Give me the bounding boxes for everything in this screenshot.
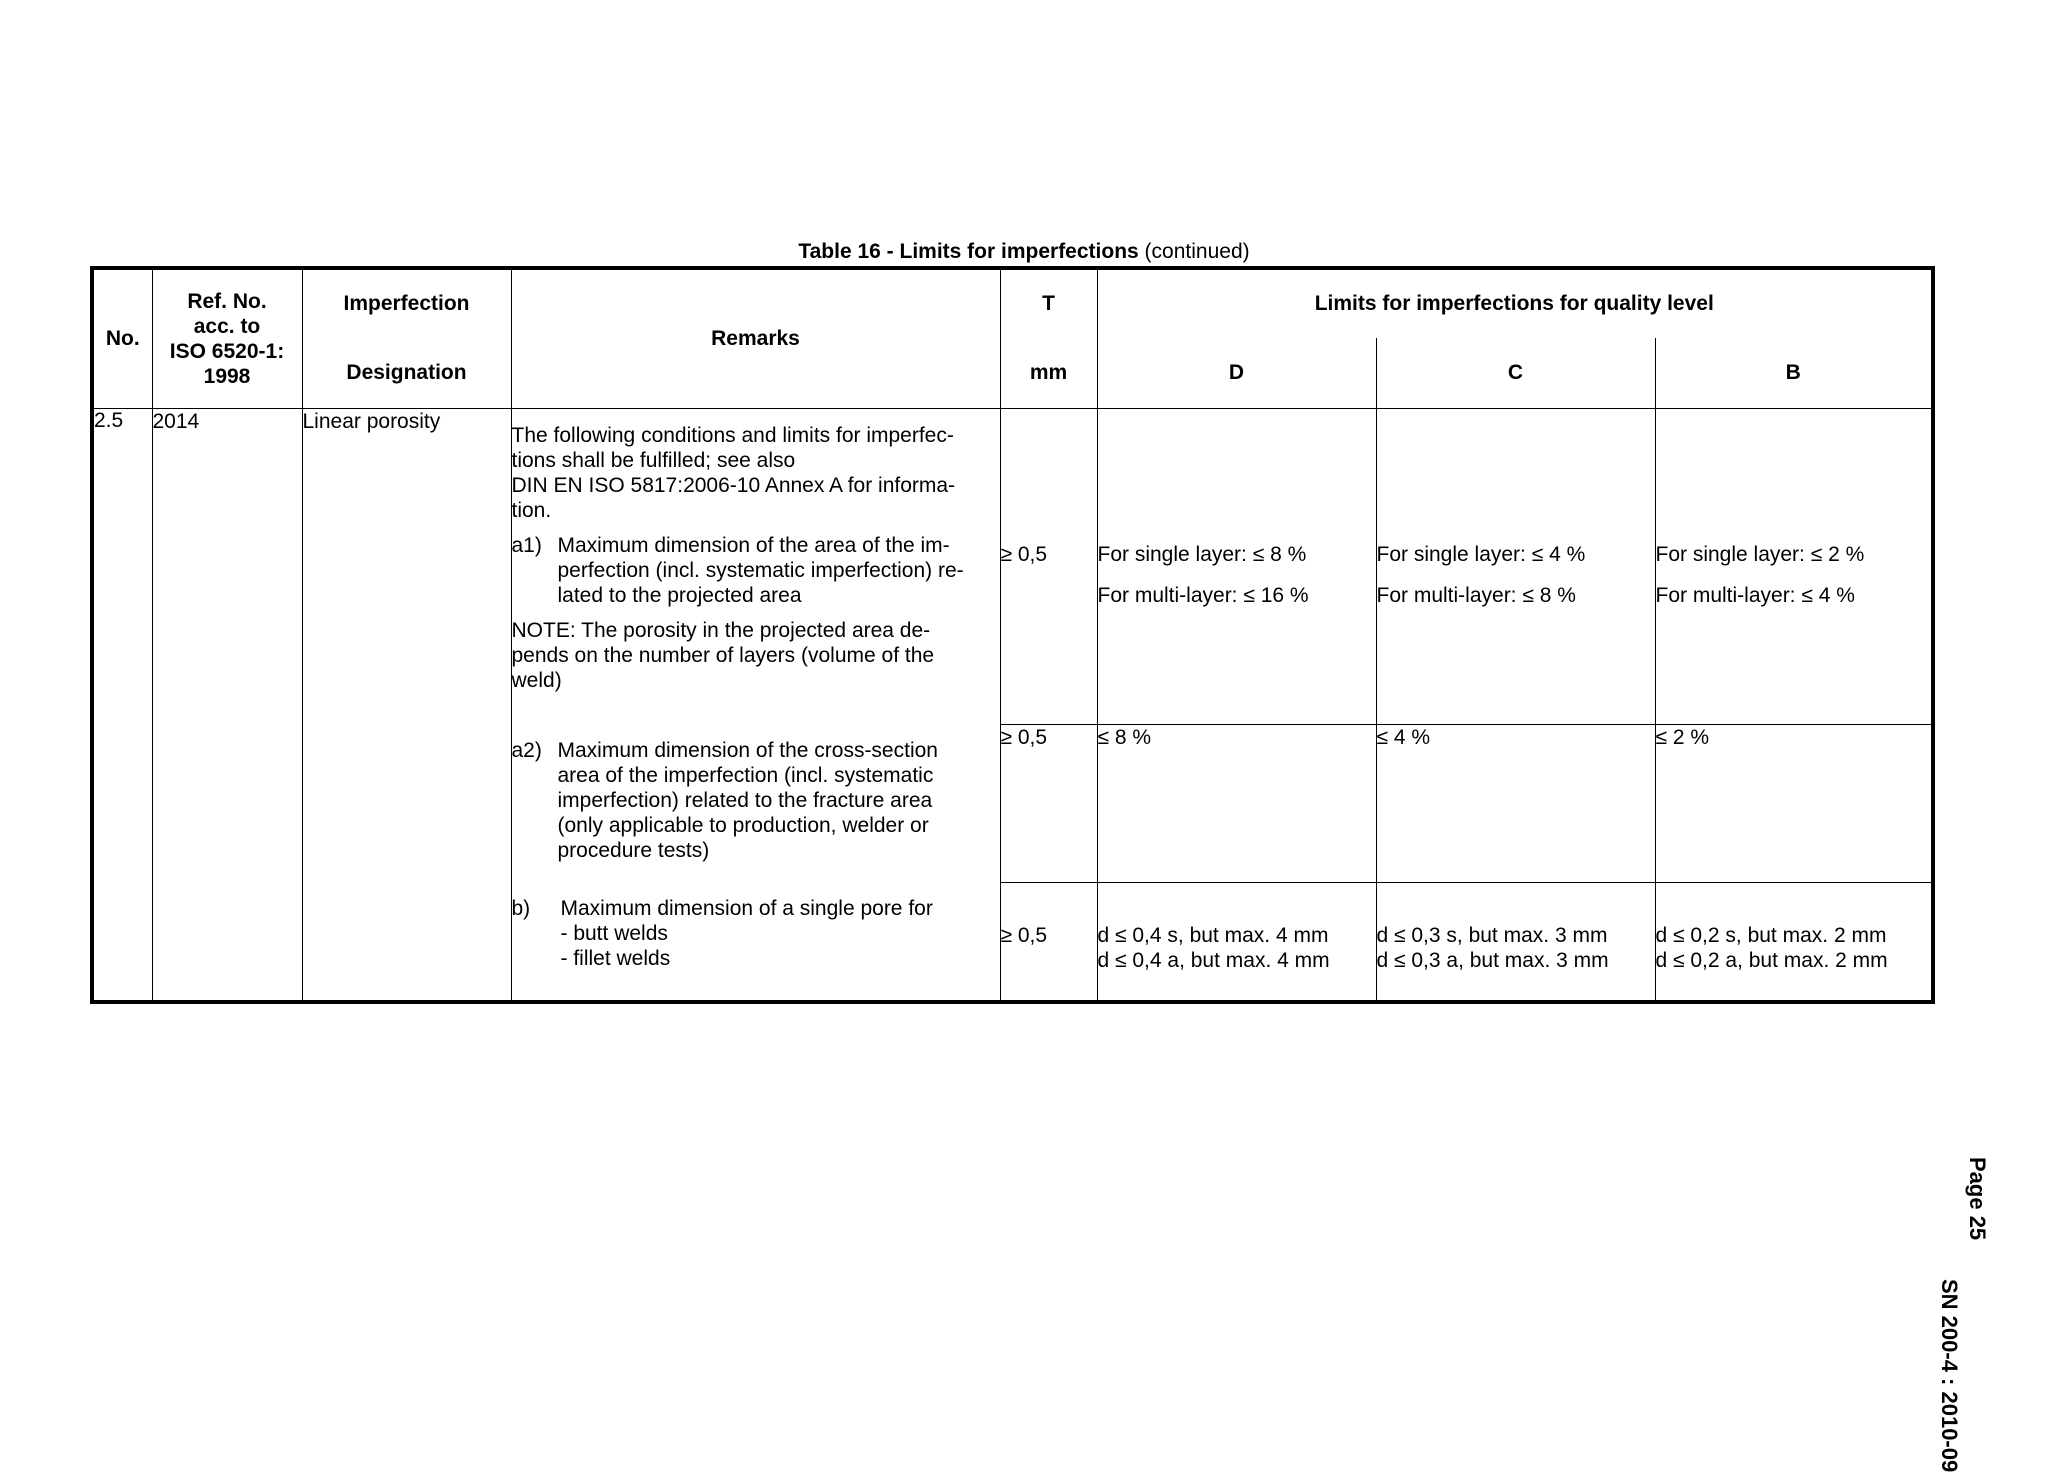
a2-t-text: ≥ 0,5 [1000, 725, 1048, 749]
page-footer [1937, 1157, 1990, 1472]
note-line-3: weld) [511, 668, 562, 692]
a1-level-b [1655, 408, 1933, 724]
b-b-butt: d ≤ 0,2 s, but max. 2 mm [1655, 923, 1887, 947]
row-designation-text: Linear porosity [302, 409, 441, 433]
intro-text [512, 423, 1000, 523]
a1-d-single: For single layer: ≤ 8 % [1097, 542, 1307, 566]
a1-t [1000, 408, 1097, 724]
b-c-butt: d ≤ 0,3 s, but max. 3 mm [1376, 923, 1608, 947]
a2-line-3: imperfection) related to the fracture area [557, 789, 933, 812]
a1-b-multi: For multi-layer: ≤ 4 % [1655, 583, 1855, 607]
b-d-butt: d ≤ 0,4 s, but max. 4 mm [1097, 923, 1329, 947]
note-line-2: pends on the number of layers (volume of the [511, 643, 935, 667]
b-level-b [1655, 882, 1933, 1002]
row-no [92, 408, 152, 1002]
a2-item [512, 738, 1000, 863]
a2-d-text: ≤ 8 % [1097, 725, 1152, 749]
b-t [1000, 882, 1097, 1002]
a1-item [512, 533, 1000, 608]
a1-c-single: For single layer: ≤ 4 % [1376, 542, 1586, 566]
a1-t-text: ≥ 0,5 [1000, 542, 1048, 566]
a1-line-3: lated to the projected area [557, 583, 802, 607]
table-caption [0, 240, 2048, 264]
a2-line-2: area of the imperfection (incl. systematic [557, 764, 934, 787]
b-line-1: Maximum dimension of a single pore for [560, 897, 933, 920]
b-level-d [1097, 882, 1376, 1002]
header-level-c: C [1376, 338, 1655, 408]
b-t-text: ≥ 0,5 [1000, 923, 1048, 947]
a2-line-4: (only applicable to production, welder or [557, 814, 929, 837]
row-ref [152, 408, 302, 1002]
a2-level-c [1376, 724, 1655, 882]
b-level-c [1376, 882, 1655, 1002]
caption-continued: (continued) [1138, 240, 1250, 263]
a2-level-d [1097, 724, 1376, 882]
b-label: b) [511, 897, 531, 920]
remarks-b-cell [511, 882, 1000, 1002]
b-line-2: - butt welds [560, 922, 668, 945]
header-ref-no [152, 268, 302, 408]
a2-line-5: procedure tests) [557, 839, 710, 862]
a1-level-d [1097, 408, 1376, 724]
a2-b-text: ≤ 2 % [1655, 725, 1710, 749]
header-ref-line-4: 1998 [203, 364, 251, 388]
note-text [512, 618, 1000, 693]
row-no-text: 2.5 [94, 408, 124, 432]
a1-line-2: perfection (incl. systematic imperfection) re- [557, 558, 964, 582]
header-mm: mm [1000, 338, 1097, 408]
a1-line-1: Maximum dimension of the area of the im- [557, 533, 950, 557]
intro-line-1: The following conditions and limits for imperfec- [511, 423, 954, 447]
b-b-fillet: d ≤ 0,2 a, but max. 2 mm [1655, 948, 1888, 972]
a1-d-multi: For multi-layer: ≤ 16 % [1097, 583, 1309, 607]
a1-c-multi: For multi-layer: ≤ 8 % [1376, 583, 1576, 607]
header-imperfection: Imperfection [302, 268, 511, 338]
a2-line-1: Maximum dimension of the cross-section [557, 739, 938, 762]
intro-line-4: tion. [511, 498, 552, 522]
header-level-d: D [1097, 338, 1376, 408]
remarks-a2-cell [511, 724, 1000, 882]
document-id: SN 200-4 : 2010-09 [1937, 1279, 1962, 1472]
header-designation: Designation [302, 338, 511, 408]
a2-label: a2) [511, 739, 542, 762]
header-level-b: B [1655, 338, 1933, 408]
a1-label: a1) [511, 533, 542, 557]
b-c-fillet: d ≤ 0,3 a, but max. 3 mm [1376, 948, 1609, 972]
b-text [561, 896, 1000, 971]
header-remarks: Remarks [511, 268, 1000, 408]
remarks-a1-cell [511, 408, 1000, 724]
caption-title: Table 16 - Limits for imperfections [798, 240, 1139, 263]
b-item [512, 896, 1000, 971]
a2-level-b [1655, 724, 1933, 882]
row-ref-text: 2014 [152, 409, 200, 433]
header-ref-line-1: Ref. No. [187, 289, 267, 313]
header-ref-line-2: acc. to [193, 314, 261, 338]
note-line-1: NOTE: The porosity in the projected area de- [511, 618, 931, 642]
a2-c-text: ≤ 4 % [1376, 725, 1431, 749]
header-t: T [1000, 268, 1097, 338]
a1-b-single: For single layer: ≤ 2 % [1655, 542, 1865, 566]
b-d-fillet: d ≤ 0,4 a, but max. 4 mm [1097, 948, 1330, 972]
header-ref-line-3: ISO 6520-1: [169, 339, 285, 363]
header-limits: Limits for imperfections for quality level [1097, 268, 1933, 338]
row-designation [302, 408, 511, 1002]
header-no: No. [92, 268, 152, 408]
a1-level-c [1376, 408, 1655, 724]
a2-t [1000, 724, 1097, 882]
a1-text [558, 533, 1000, 608]
a2-text [558, 738, 1000, 863]
b-line-3: - fillet welds [560, 947, 671, 970]
page-number: Page 25 [1965, 1157, 1990, 1241]
limits-table [90, 266, 1935, 1004]
intro-line-3: DIN EN ISO 5817:2006-10 Annex A for informa- [511, 473, 956, 497]
intro-line-2: tions shall be fulfilled; see also [511, 448, 796, 472]
